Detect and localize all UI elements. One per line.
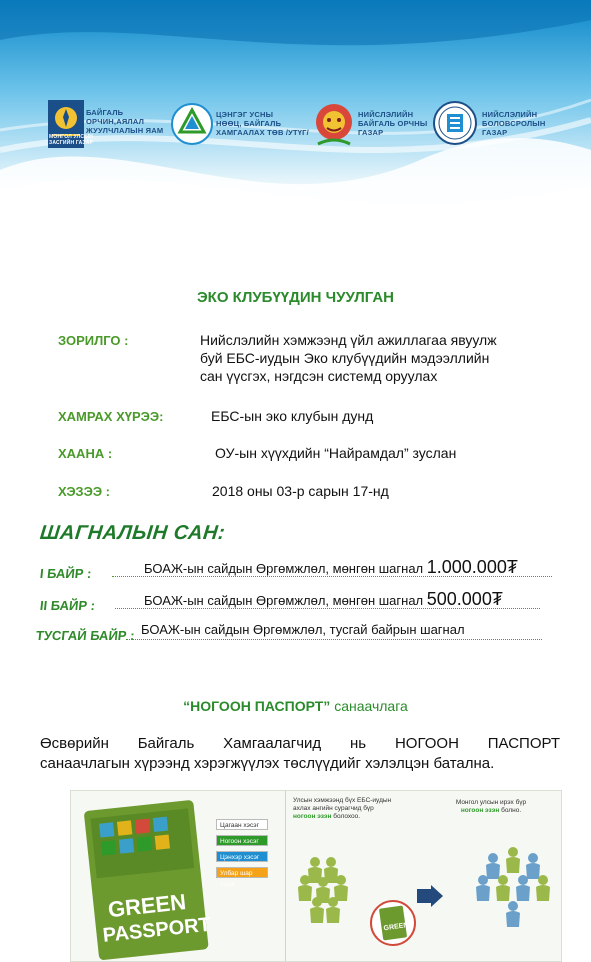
city-education-logo-text: НИЙСЛЭЛИЙН БОЛОВСРОЛЫН ГАЗАР (482, 110, 546, 137)
second-place-amount: 500.000₮ (426, 589, 503, 609)
first-place-amount: 1.000.000₮ (426, 557, 518, 577)
water-center-logo-text: ЦЭНГЭГ УСНЫ НӨӨЦ, БАЙГАЛЬ ХАМГААЛАХ ТӨВ /УТҮГ/ (216, 110, 309, 137)
green-passport-illustration (70, 790, 562, 962)
tag-white: Цагаан хэсэг (216, 819, 268, 830)
government-emblem-icon (48, 100, 84, 156)
when-value: 2018 оны 03-р сарын 17-нд (212, 483, 389, 499)
where-value: ОУ-ын хүүхдийн “Найрамдал” зуслан (215, 445, 457, 461)
left-panel-caption: Улсын хэмжээнд бүх ЕБС-иудын ахлах ангийн сурагчид бүр ногоон эзэн болохоо. (293, 797, 392, 820)
logo-row (0, 100, 591, 160)
cover-green-text: GREEN (106, 889, 188, 923)
water-center-logo-icon (170, 102, 214, 146)
tag-orange: Улбар шар хэсэг (216, 867, 268, 878)
special-place-label: ТУСГАЙ БАЙР : (35, 628, 136, 643)
mini-cover-text: GREEN (383, 921, 409, 933)
cover-passport-text: PASSPORT (101, 913, 212, 947)
first-place-prize: БОАЖ-ын сайдын Өргөмжлөл, мөнгөн шагнал 1.000.000₮ (144, 557, 518, 577)
city-environment-logo-text: НИЙСЛЭЛИЙН БАЙГАЛЬ ОРЧНЫ ГАЗАР (358, 110, 428, 137)
passport-title: “НОГООН ПАСПОРТ” санаачлага (183, 698, 408, 714)
right-panel-caption: Монгол улсын ирэх бүр ногоон эзэн болно. (455, 799, 527, 814)
passport-cover-image (77, 795, 217, 961)
when-label: ХЭЗЭЭ : (58, 484, 111, 499)
awards-heading: ШАГНАЛЫН САН: (38, 522, 227, 544)
people-diagram (287, 831, 561, 961)
panel-divider (285, 791, 286, 961)
special-place-dots (126, 639, 542, 640)
city-environment-logo-icon (312, 100, 356, 148)
goal-value: Нийслэлийн хэмжээнд үйл ажиллагаа явуулж буй ЕБС-иудын Эко клубүүдийн мэдээллийн сан үүсгэх, нэгдсэн системд оруулах (200, 332, 497, 384)
tag-blue: Цэнхэр хэсэг (216, 851, 268, 862)
government-emblem-caption: МОНГОЛ УЛСЫН ЗАСГИЙН ГАЗАР (49, 134, 94, 146)
passport-paragraph: Өсвөрийн Байгаль Хамгаалагчид нь НОГООН ПАСПОРТ санаачлагын хүрээнд хэрэгжүүлэх төслүүдийг хэлэлцэн батална. (40, 735, 560, 772)
ministry-logo-text: БАЙГАЛЬ ОРЧИН,АЯЛАЛ ЖУУЛЧЛАЛЫН ЯАМ (86, 108, 164, 135)
goal-label: ЗОРИЛГО : (58, 333, 129, 348)
scope-value: ЕБС-ын эко клубын дунд (211, 408, 374, 424)
scope-label: ХАМРАХ ХҮРЭЭ: (58, 409, 164, 424)
where-label: ХААНА : (58, 446, 113, 461)
tag-green: Ногоон хэсэг (216, 835, 268, 846)
second-place-prize: БОАЖ-ын сайдын Өргөмжлөл, мөнгөн шагнал 500.000₮ (144, 589, 503, 609)
second-place-label: II БАЙР : (39, 598, 96, 613)
city-education-logo-icon (432, 100, 478, 146)
special-place-prize: БОАЖ-ын сайдын Өргөмжлөл, тусгай байрын шагнал (141, 622, 465, 637)
event-title: ЭКО КЛУБҮҮДИН ЧУУЛГАН (197, 289, 394, 306)
first-place-label: I БАЙР : (39, 566, 93, 581)
